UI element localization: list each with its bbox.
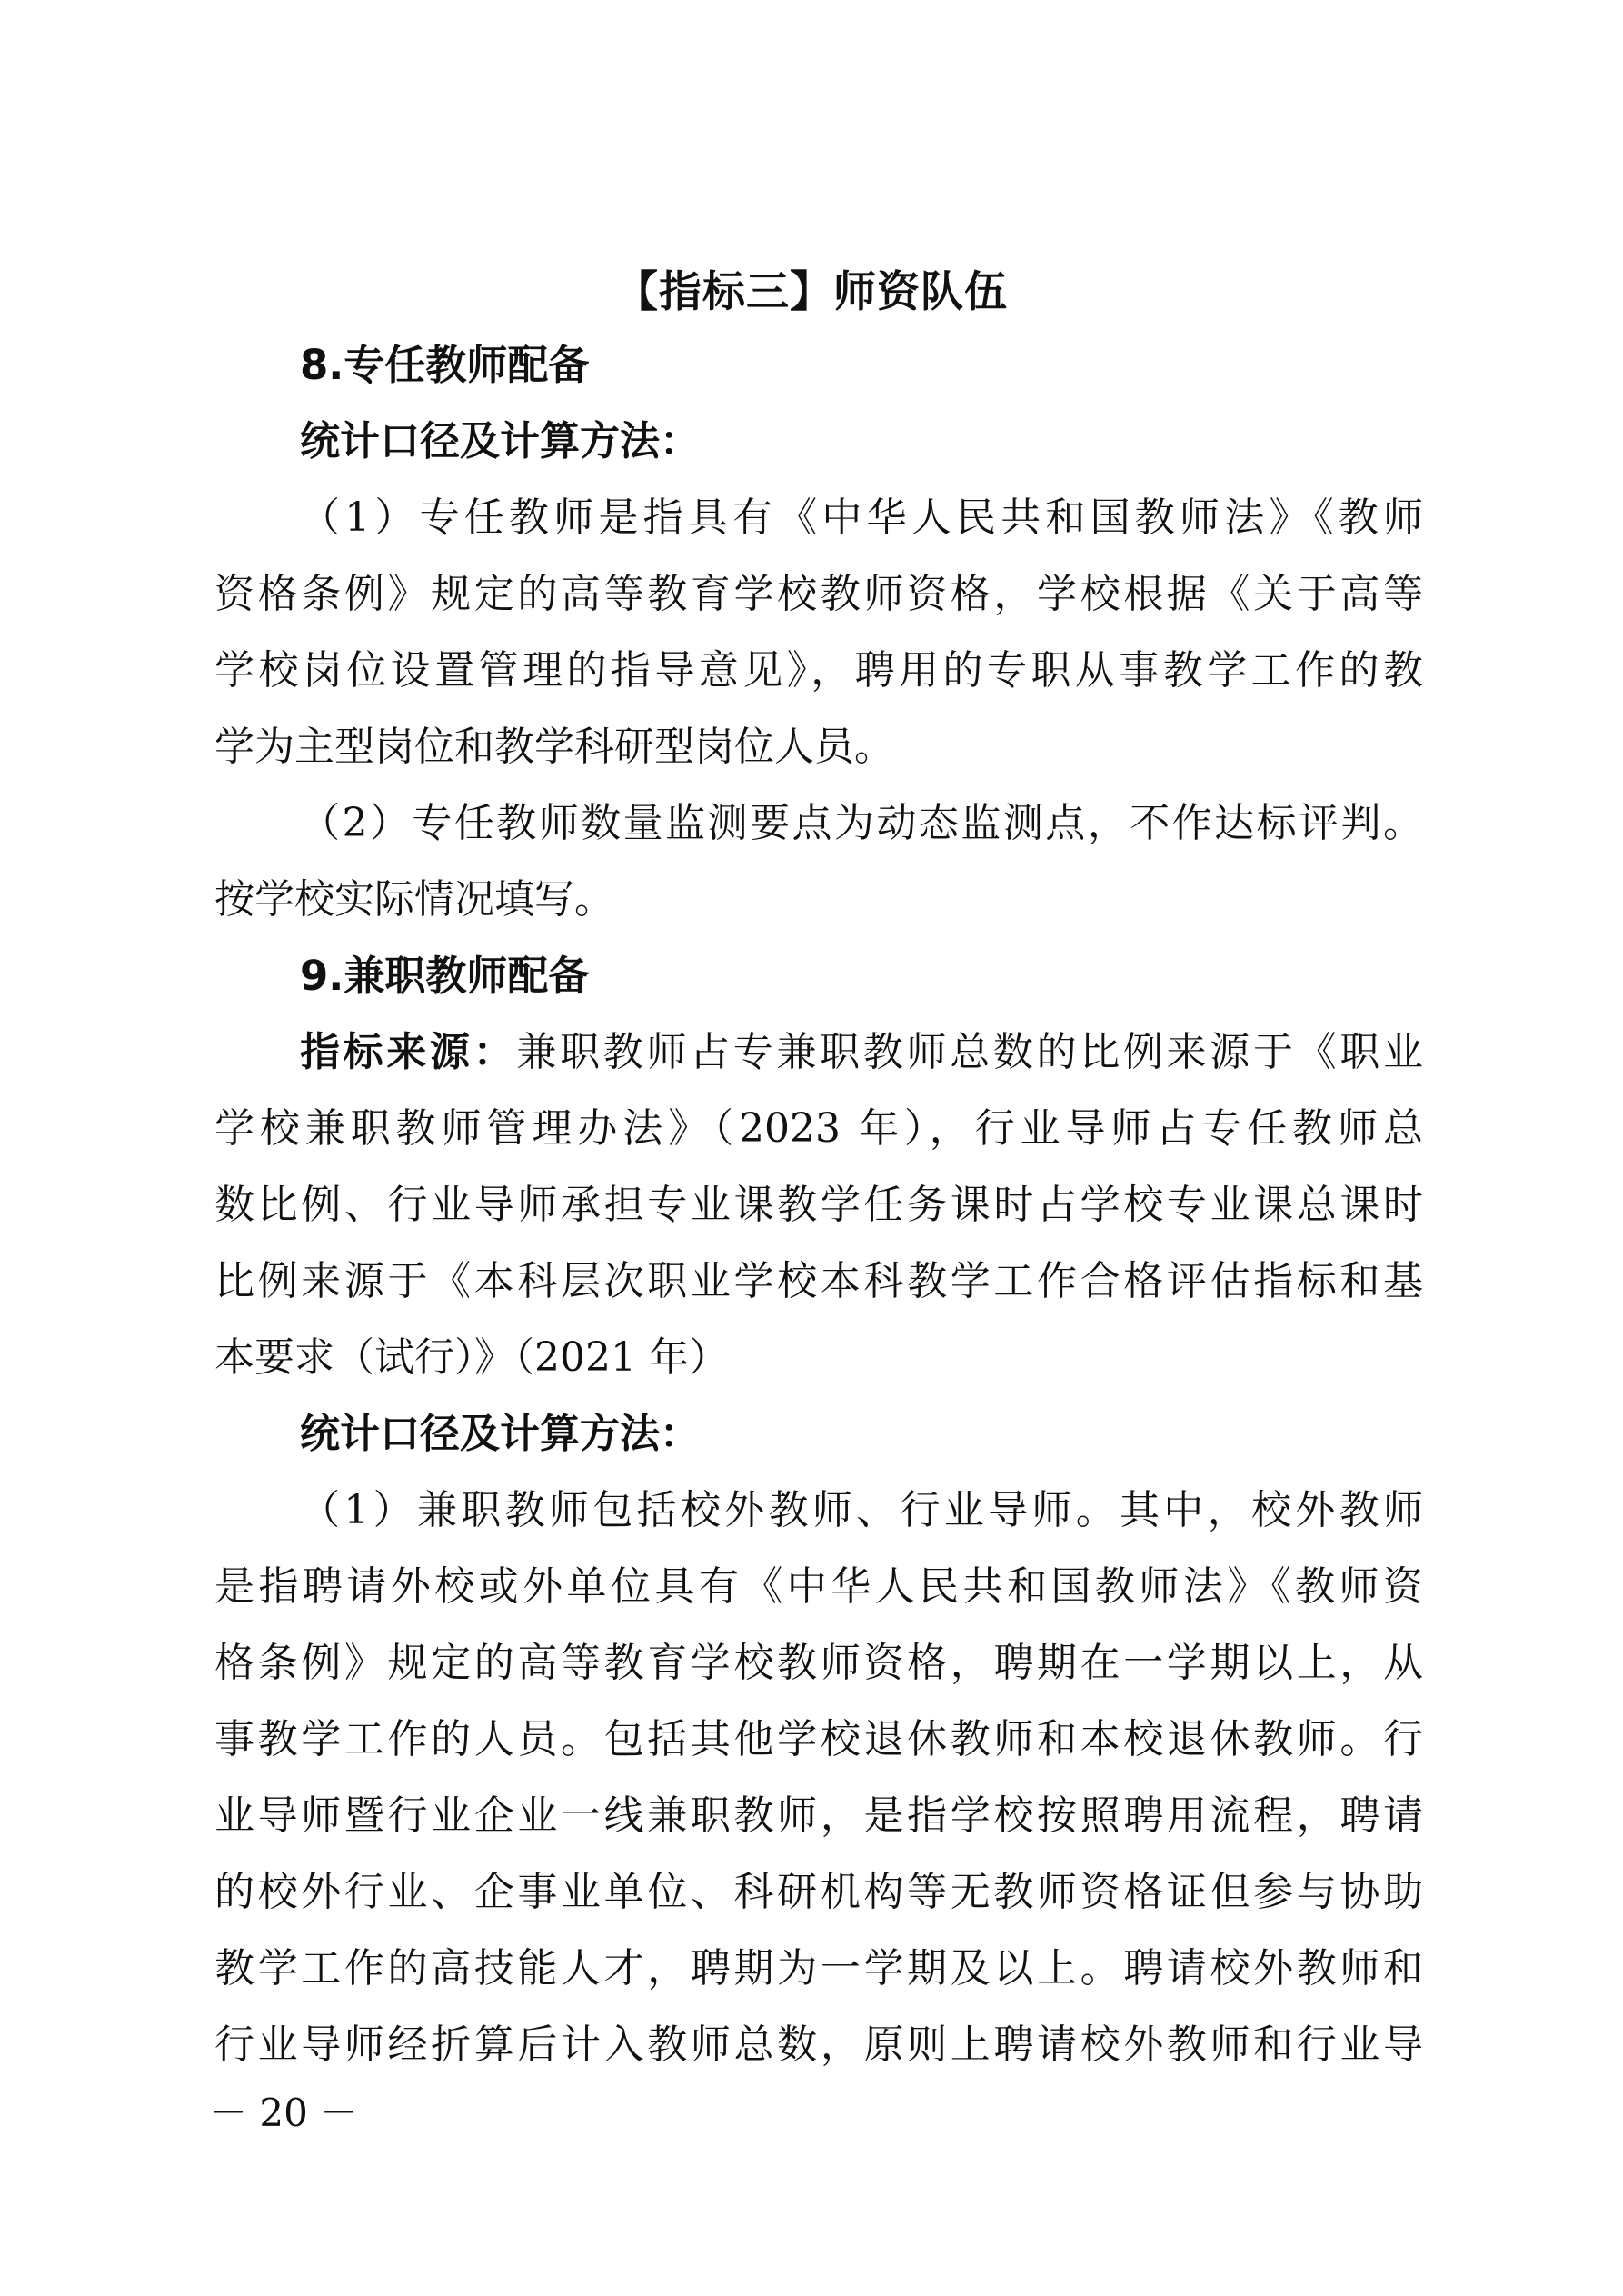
text-line: 资格条例》规定的高等教育学校教师资格，学校根据《关于高等 [214,571,1423,617]
text-line: （1）兼职教师包括校外教师、行业导师。其中，校外教师 [300,1487,1423,1533]
text-line: （1）专任教师是指具有《中华人民共和国教师法》《教师 [300,494,1423,541]
text-line: 的校外行业、企事业单位、科研机构等无教师资格证但参与协助 [214,1869,1423,1915]
text-line: 业导师暨行业企业一线兼职教师，是指学校按照聘用流程，聘请 [214,1792,1423,1839]
text-line: 学为主型岗位和教学科研型岗位人员。 [214,724,894,770]
section-heading: 8.专任教师配备 [300,341,590,389]
text-line: 事教学工作的人员。包括其他学校退休教师和本校退休教师。行 [214,1716,1423,1762]
text-line: （2）专任教师数量监测要点为动态监测点，不作达标评判。 [300,800,1423,846]
line-text: 兼职教师占专兼职教师总数的比例来源于《职业 [516,1029,1424,1075]
text-line: 是指聘请外校或外单位具有《中华人民共和国教师法》《教师资 [214,1563,1423,1610]
text-line: 比例来源于《本科层次职业学校本科教学工作合格评估指标和基 [214,1258,1423,1304]
text-line: 按学校实际情况填写。 [214,876,614,923]
page-title: 【指标三】师资队伍 [615,267,1008,317]
text-line: 统计口径及计算方法： [300,1411,700,1457]
text-line: 数比例、行业导师承担专业课教学任务课时占学校专业课总课时 [214,1182,1423,1228]
text-line [300,1016,1423,1089]
text-line: 格条例》规定的高等教育学校教师资格，聘期在一学期以上，从 [214,1640,1423,1686]
page-number: － 20 － [209,2091,359,2135]
text-line: 教学工作的高技能人才，聘期为一学期及以上。聘请校外教师和 [214,1945,1423,1992]
text-line: 本要求（试行）》（2021 年） [214,1334,729,1381]
inline-label: 指标来源： [300,1029,517,1075]
text-line: 学校岗位设置管理的指导意见》，聘用的专职从事教学工作的教 [214,647,1423,694]
text-line: 学校兼职教师管理办法》（2023 年），行业导师占专任教师总 [214,1105,1423,1152]
section-heading: 9.兼职教师配备 [300,952,590,1000]
text-line: 行业导师经折算后计入教师总数，原则上聘请校外教师和行业导 [214,2021,1423,2068]
text-line: 统计口径及计算方法： [300,418,700,464]
